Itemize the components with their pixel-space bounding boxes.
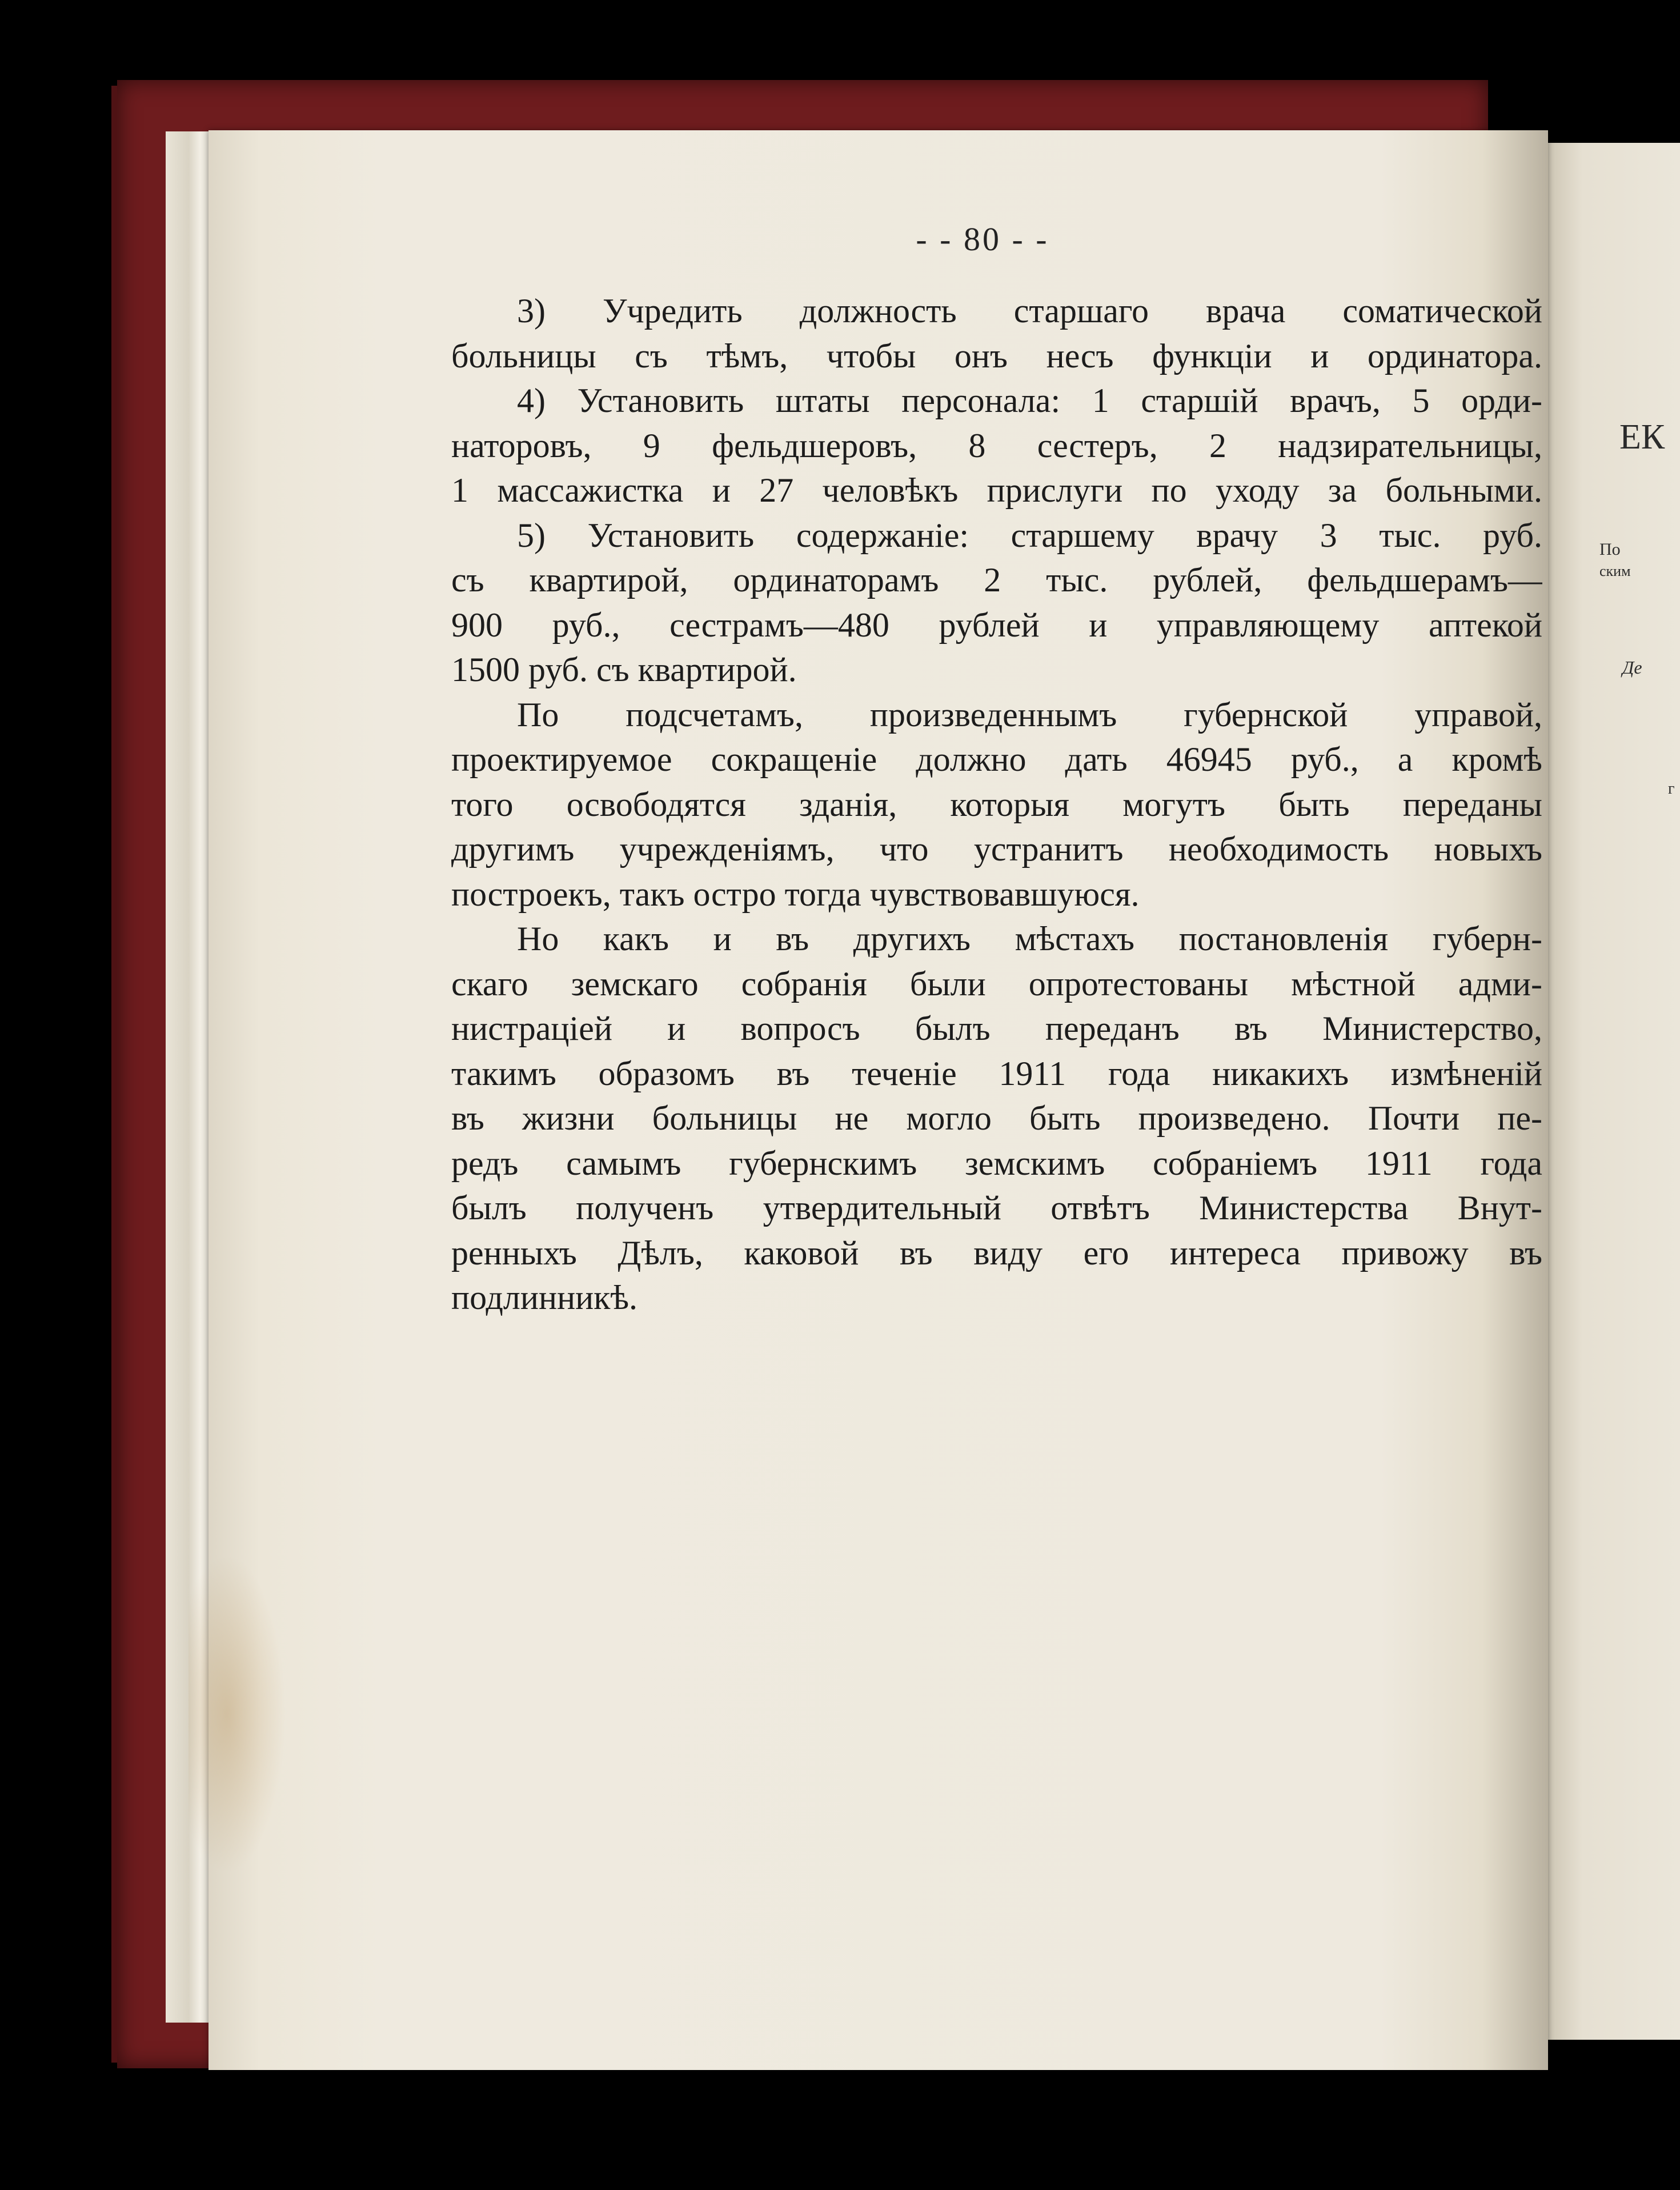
text-line: съ квартирой, ординаторамъ 2 тыс. рублей, фельдшерамъ— [451,561,1542,599]
text-line: Но какъ и въ другихъ мѣстахъ постановленія губерн- [517,920,1542,958]
text-line: ренныхъ Дѣлъ, каковой въ виду его интереса привожу въ [451,1234,1542,1272]
text-line: 5) Установить содержаніе: старшему врачу 3 тыс. руб. [517,516,1542,554]
text-line: построекъ, такъ остро тогда чувствовавшуюся. [451,875,1140,913]
text-line: больницы съ тѣмъ, чтобы онъ несъ функціи и ординатора. [451,337,1542,375]
text-line: 4) Установить штаты персонала: 1 старшій врачъ, 5 орди- [517,382,1542,419]
text-line: такимъ образомъ въ теченіе 1911 года никакихъ измѣненій [451,1054,1542,1092]
text-line: 1500 руб. съ квартирой. [451,651,797,688]
facing-page-text [1565,0,1679,2190]
text-line: 1 массажистка и 27 человѣкъ прислуги по уходу за больными. [451,471,1542,509]
page-text [451,289,1542,1320]
text-line: скаго земскаго собранія были опротестованы мѣстной адми- [451,964,1542,1003]
facing-page-fragment: По [1599,540,1621,559]
facing-page-fragment: ЕК [1619,418,1665,457]
text-line: былъ полученъ утвердительный отвѣтъ Министерства Внут- [451,1189,1542,1227]
page-stain [189,1554,286,1874]
text-line: нистраціей и вопросъ былъ переданъ въ Министерство, [451,1010,1542,1047]
text-line: 3) Учредить должность старшаго врача соматической [517,292,1542,330]
text-line: 900 руб., сестрамъ—480 рублей и управляющему аптекой [451,606,1542,644]
text-line: редъ самымъ губернскимъ земскимъ собраніемъ 1911 года [451,1144,1542,1182]
facing-page-fragment: Де [1622,657,1642,678]
page-number: - - 80 - - [916,221,1049,258]
text-line: По подсчетамъ, произведеннымъ губернской управой, [517,695,1542,734]
text-line: въ жизни больницы не могло быть произведено. Почти пе- [451,1099,1542,1137]
facing-page-fragment: ским [1599,563,1631,579]
text-line: другимъ учрежденіямъ, что устранитъ необходимость новыхъ [451,830,1542,868]
text-line: проектируемое сокращеніе должно дать 46945 руб., а кромѣ [451,740,1542,778]
facing-page-fragment: г [1668,780,1675,798]
text-line: подлинникѣ. [451,1279,638,1316]
text-line: наторовъ, 9 фельдшеровъ, 8 сестеръ, 2 надзирательницы, [451,426,1542,465]
text-line: того освободятся зданія, которыя могутъ быть переданы [451,785,1542,823]
